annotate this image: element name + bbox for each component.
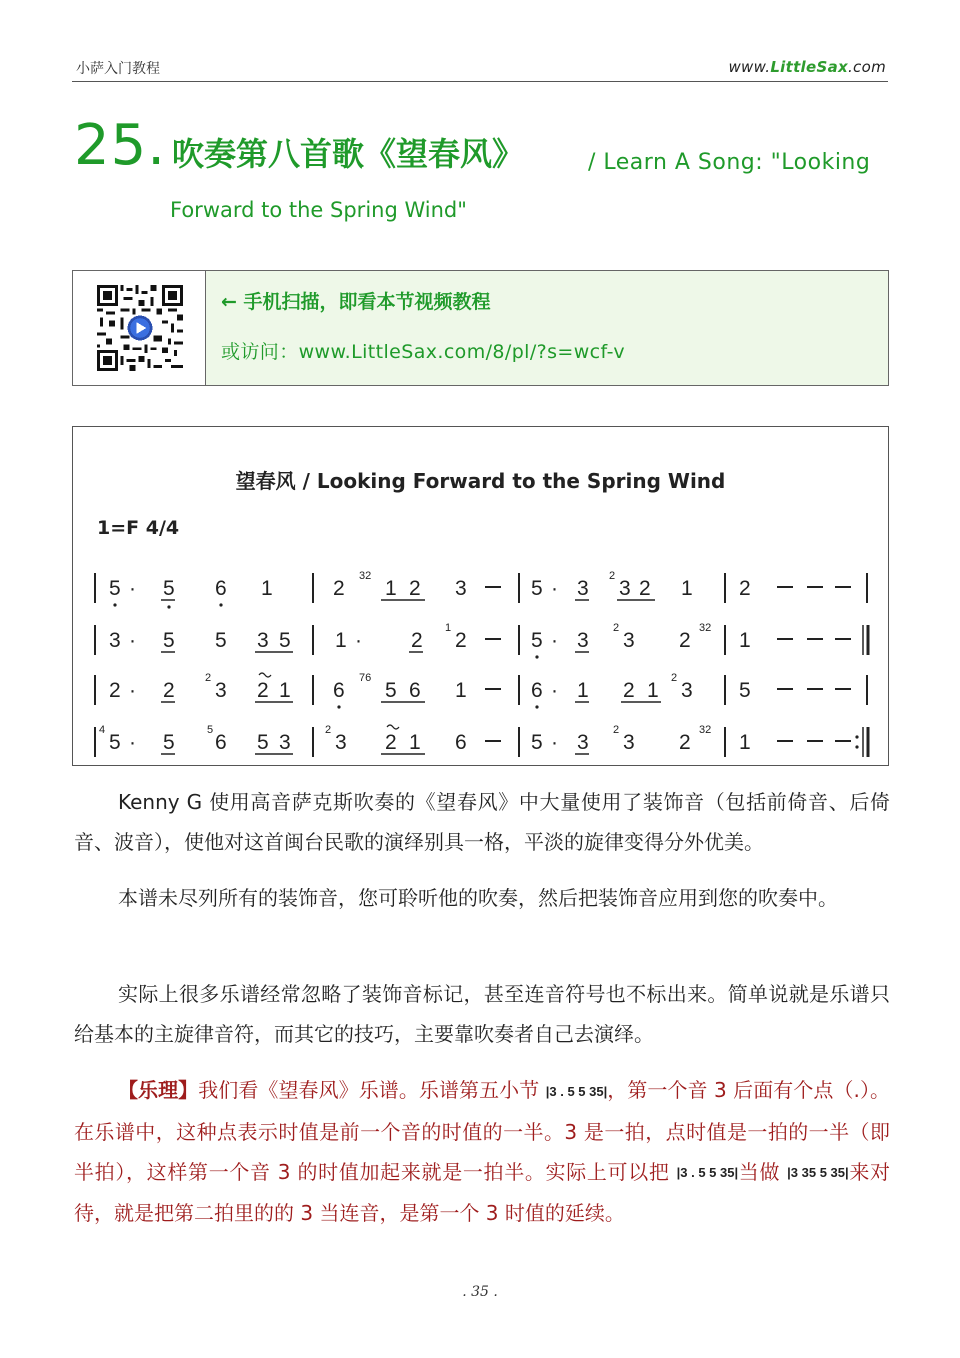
score-row-2 xyxy=(95,622,868,659)
svg-text:2: 2 xyxy=(739,577,751,600)
svg-text:1: 1 xyxy=(739,629,751,652)
svg-text:2: 2 xyxy=(385,731,397,754)
score-row-1 xyxy=(95,570,867,609)
svg-text:5: 5 xyxy=(109,577,121,600)
svg-text:3: 3 xyxy=(681,679,693,702)
svg-text:2: 2 xyxy=(109,679,121,702)
svg-text:2: 2 xyxy=(609,570,616,582)
svg-text:2: 2 xyxy=(679,629,691,652)
svg-text:1: 1 xyxy=(739,731,751,754)
svg-text:5: 5 xyxy=(739,679,751,702)
svg-text:2: 2 xyxy=(455,629,467,652)
chapter-title-en-line1: / Learn A Song: "Looking xyxy=(588,150,871,175)
svg-text:5: 5 xyxy=(109,731,121,754)
svg-text:5: 5 xyxy=(385,679,397,702)
svg-text:5: 5 xyxy=(531,629,543,652)
svg-text:1: 1 xyxy=(455,679,467,702)
svg-text:1: 1 xyxy=(261,577,273,600)
qr-code-icon[interactable] xyxy=(97,285,183,371)
svg-text:1: 1 xyxy=(279,679,291,702)
svg-text:6: 6 xyxy=(409,679,421,702)
scan-instruction: ← 手机扫描，即看本节视频教程 xyxy=(221,291,491,313)
svg-text:·: · xyxy=(129,629,136,652)
video-link-panel xyxy=(72,270,889,386)
inline-notation-1: |3 . 5 5 35| xyxy=(545,1083,608,1099)
svg-text:·: · xyxy=(129,577,136,600)
svg-text:3: 3 xyxy=(623,629,635,652)
svg-text:2: 2 xyxy=(679,731,691,754)
paragraph-2: 本谱未尽列所有的装饰音，您可聆听他的吹奏，然后把装饰音应用到您的吹奏中。 xyxy=(118,886,838,910)
svg-text:2: 2 xyxy=(639,577,651,600)
svg-text:·: · xyxy=(551,731,558,754)
svg-text:2: 2 xyxy=(205,672,212,684)
svg-text:·: · xyxy=(129,731,136,754)
svg-text:3: 3 xyxy=(109,629,121,652)
video-url-link[interactable]: 或访问：www.LittleSax.com/8/pl/?s=wcf-v xyxy=(221,341,625,363)
svg-text:3: 3 xyxy=(577,577,589,600)
svg-text:5: 5 xyxy=(163,731,175,754)
svg-text:3: 3 xyxy=(577,731,589,754)
svg-text:2: 2 xyxy=(409,577,421,600)
header-divider xyxy=(72,81,888,82)
svg-text:2: 2 xyxy=(333,577,345,600)
svg-text:5: 5 xyxy=(207,724,214,736)
svg-text:32: 32 xyxy=(699,622,712,634)
svg-text:2: 2 xyxy=(411,629,423,652)
svg-text:·: · xyxy=(551,679,558,702)
svg-text:1: 1 xyxy=(647,679,659,702)
inline-notation-3: |3 35 5 35| xyxy=(787,1165,849,1180)
svg-text:2: 2 xyxy=(623,679,635,702)
svg-text:6: 6 xyxy=(333,679,345,702)
svg-text:3: 3 xyxy=(335,731,347,754)
paragraph-3: 实际上很多乐谱经常忽略了装饰音标记，甚至连音符号也不标出来。简单说就是乐谱只给基本的主旋律音符，而其它的技巧，主要靠吹奏者自己去演绎。 xyxy=(74,982,890,1046)
score-key-signature: 1=F 4/4 xyxy=(97,517,180,539)
svg-text:1: 1 xyxy=(385,577,397,600)
header-website[interactable]: www.LittleSax.com xyxy=(728,58,886,76)
music-theory-label: 【乐理】 xyxy=(118,1078,199,1102)
svg-text:1: 1 xyxy=(577,679,589,702)
score-row-4 xyxy=(95,724,868,757)
svg-text:5: 5 xyxy=(531,577,543,600)
score-row-3 xyxy=(95,672,867,709)
svg-text:1: 1 xyxy=(445,622,452,634)
svg-text:6: 6 xyxy=(531,679,543,702)
score-notation xyxy=(73,557,888,757)
page-number: . 35 . xyxy=(462,1284,498,1300)
svg-text:5: 5 xyxy=(215,629,227,652)
svg-text:6: 6 xyxy=(215,577,227,600)
svg-text:3: 3 xyxy=(577,629,589,652)
svg-text:1: 1 xyxy=(335,629,347,652)
svg-text:3: 3 xyxy=(623,731,635,754)
svg-text:·: · xyxy=(551,629,558,652)
chapter-title-cn: 吹奏第八首歌《望春风》 xyxy=(172,135,525,173)
svg-text:5: 5 xyxy=(163,629,175,652)
chapter-title-en-line2: Forward to the Spring Wind" xyxy=(170,198,467,222)
svg-text:4: 4 xyxy=(99,724,106,736)
svg-text:3: 3 xyxy=(279,731,291,754)
svg-text:·: · xyxy=(355,629,362,652)
svg-text:6: 6 xyxy=(455,731,467,754)
svg-text:3: 3 xyxy=(619,577,631,600)
music-score xyxy=(72,426,889,766)
svg-text:2: 2 xyxy=(613,622,620,634)
paragraph-music-theory: 【乐理】我们看《望春风》乐谱。乐谱第五小节 |3 . 5 5 35|，第一个音 3 后面有个点（.）。在乐谱中，这种点表示时值是前一个音的时值的一半。3 是一拍，点时值是一拍的一半（即半拍），这样第一个音 3 的时值加起来就是一拍半。实际上可以把 |3 . 5 5 35|当做 |3 35 5 35|来对待，就是把第二拍里的的 3 当连音，是第一个 3 时值的延续。 xyxy=(74,1070,890,1233)
chapter-number: 25. xyxy=(74,113,167,178)
paragraph-1: Kenny G 使用高音萨克斯吹奏的《望春风》中大量使用了装饰音（包括前倚音、后倚音、波音），使他对这首闽台民歌的演绎别具一格，平淡的旋律变得分外优美。 xyxy=(74,790,890,854)
svg-text:·: · xyxy=(551,577,558,600)
svg-text:2: 2 xyxy=(163,679,175,702)
svg-text:32: 32 xyxy=(359,570,372,582)
svg-text:5: 5 xyxy=(531,731,543,754)
svg-text:·: · xyxy=(129,679,136,702)
svg-text:32: 32 xyxy=(699,724,712,736)
svg-text:5: 5 xyxy=(279,629,291,652)
svg-text:76: 76 xyxy=(359,672,372,684)
svg-text:6: 6 xyxy=(215,731,227,754)
svg-text:2: 2 xyxy=(257,679,269,702)
qr-cell xyxy=(73,271,206,385)
header-left: 小萨入门教程 xyxy=(76,61,160,77)
svg-text:2: 2 xyxy=(325,724,332,736)
svg-text:2: 2 xyxy=(671,672,678,684)
svg-text:5: 5 xyxy=(163,577,175,600)
inline-notation-2: |3 . 5 5 35| xyxy=(676,1165,739,1180)
svg-text:1: 1 xyxy=(409,731,421,754)
svg-text:1: 1 xyxy=(681,577,693,600)
score-title: 望春风 / Looking Forward to the Spring Wind xyxy=(235,469,726,493)
svg-text:3: 3 xyxy=(257,629,269,652)
svg-text:3: 3 xyxy=(455,577,467,600)
svg-text:2: 2 xyxy=(613,724,620,736)
svg-text:3: 3 xyxy=(215,679,227,702)
svg-text:5: 5 xyxy=(257,731,269,754)
